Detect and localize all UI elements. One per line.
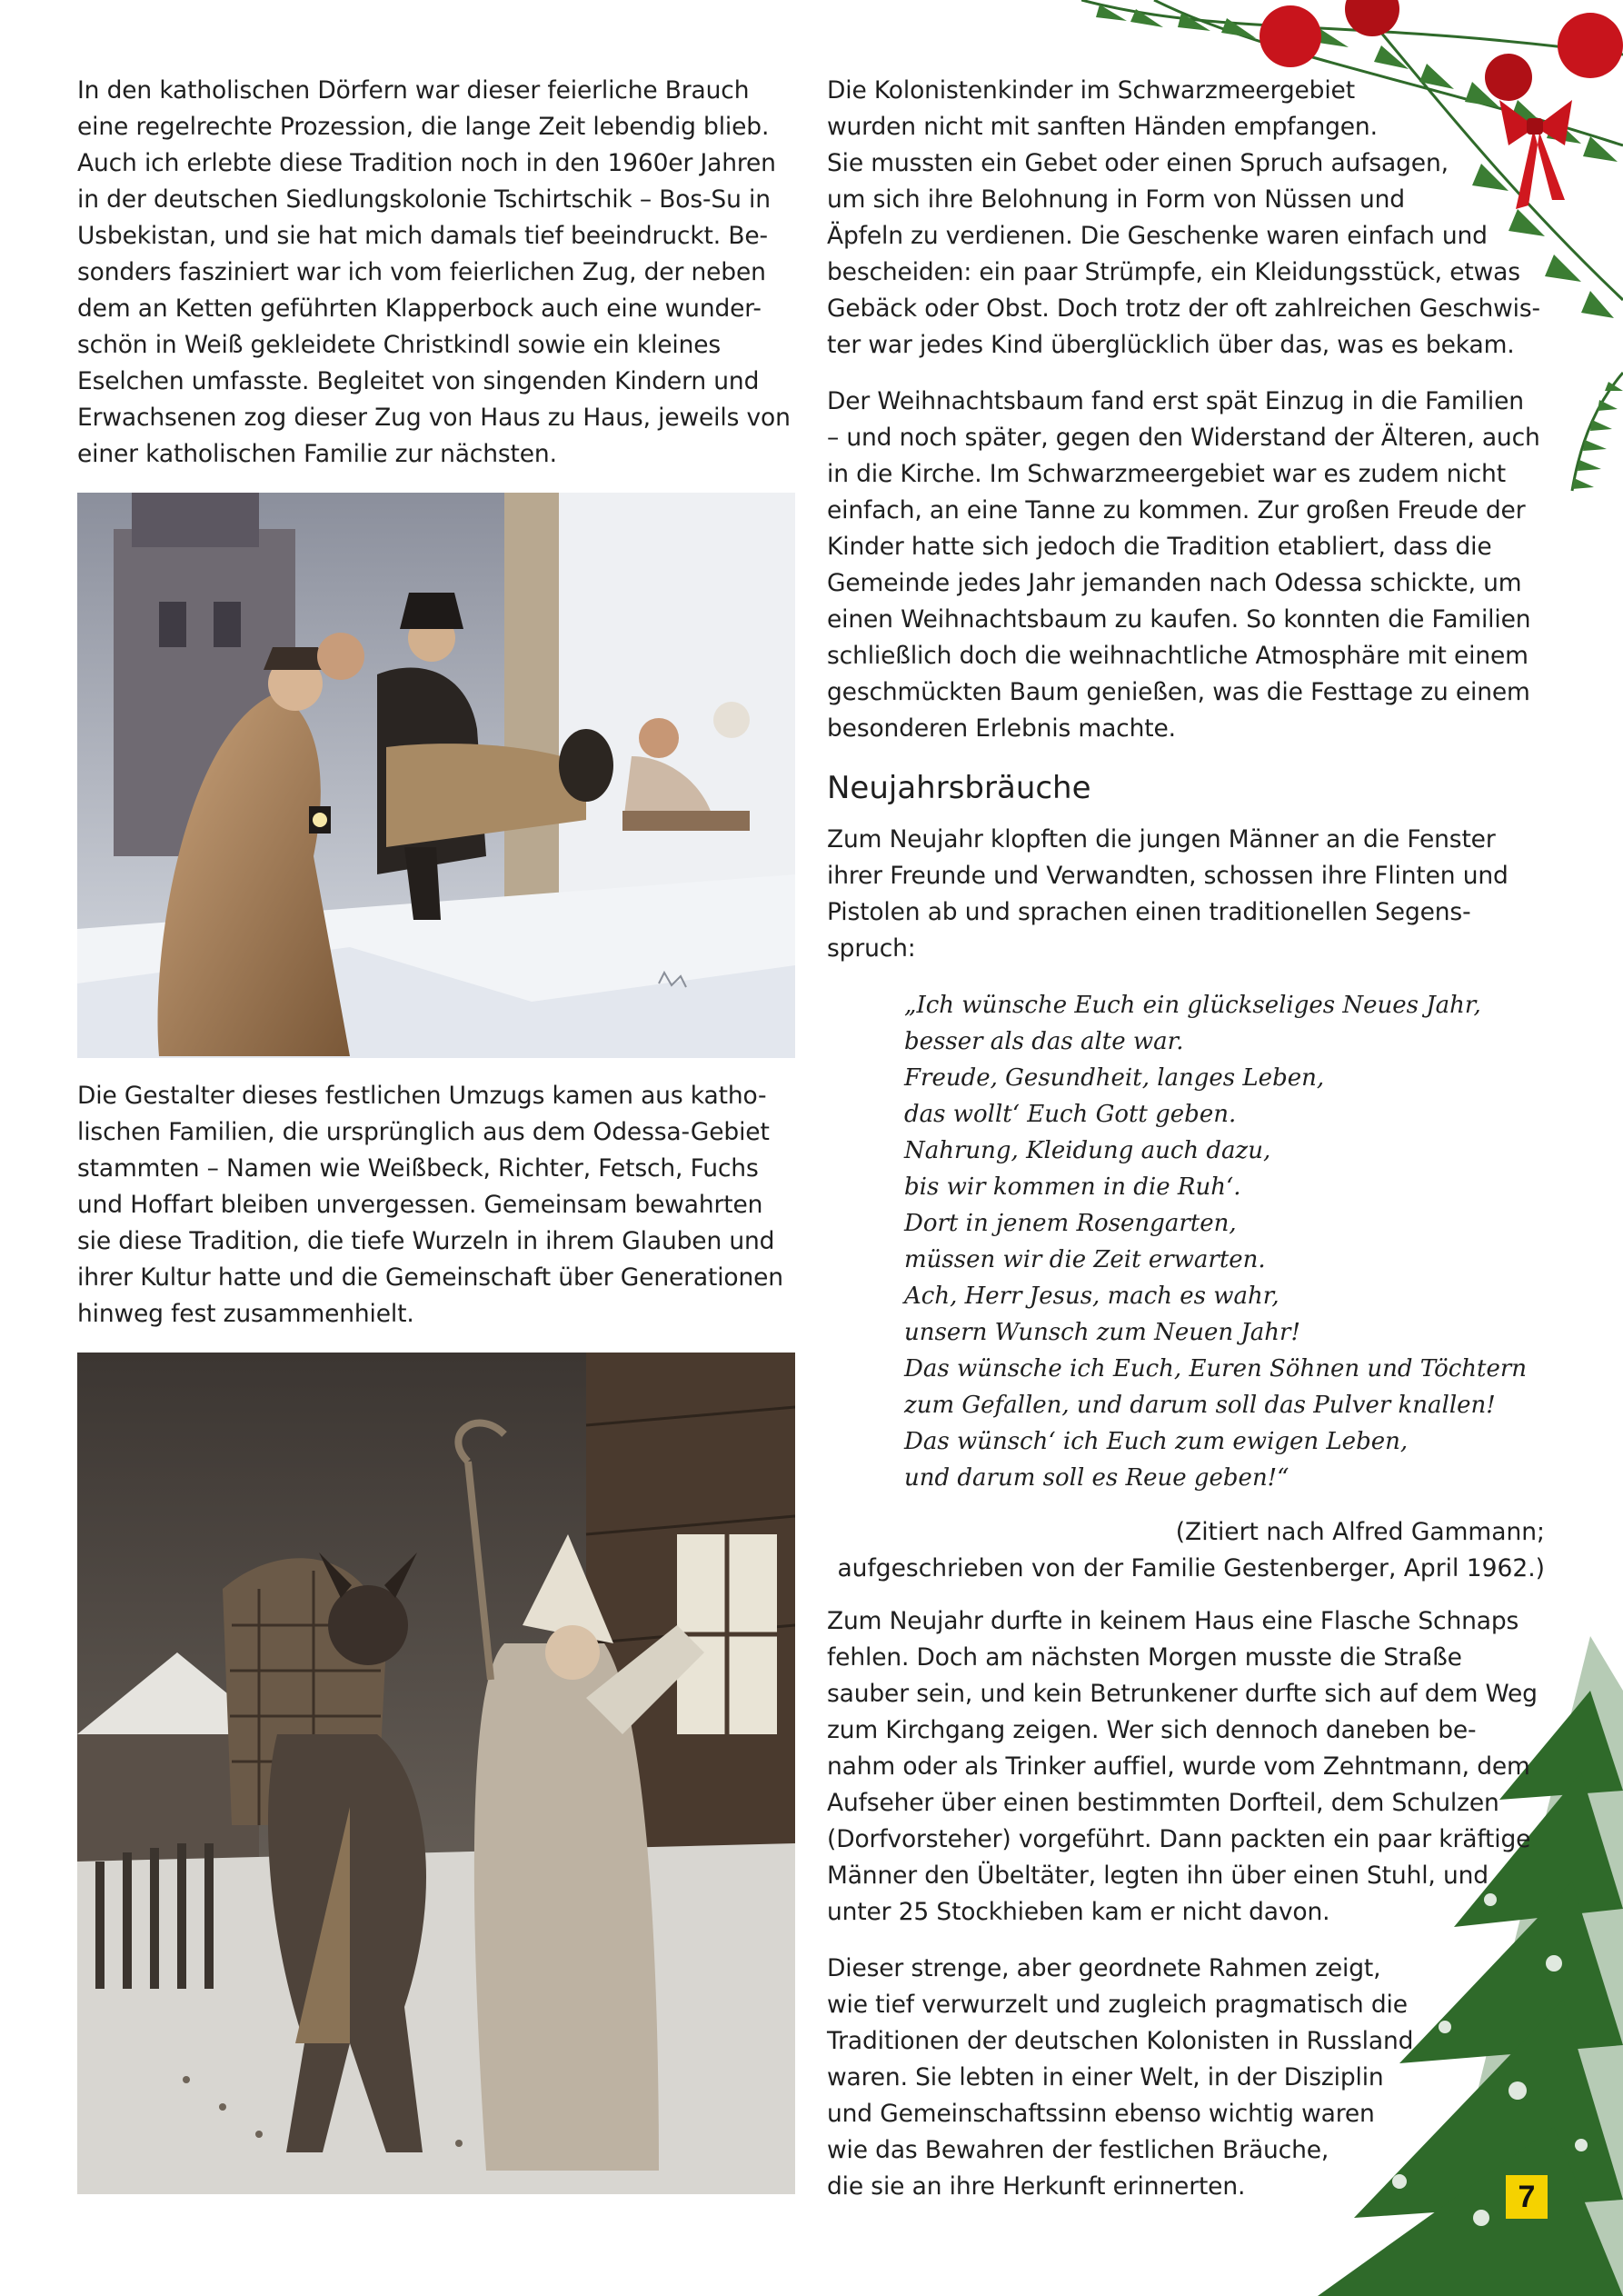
verse-line: Das wünsche ich Euch, Euren Söhnen und Töchtern [904, 1355, 1528, 1383]
verse-line: Ach, Herr Jesus, mach es wahr, [904, 1283, 1279, 1310]
right-column [827, 73, 1545, 2225]
verse-line: „Ich wünsche Euch ein glückseliges Neues Jahr, [904, 992, 1481, 1019]
verse-line: müssen wir die Zeit erwarten. [904, 1246, 1266, 1273]
verse-line: besser als das alte war. [904, 1028, 1184, 1055]
krampus-and-bishop-illustration [77, 1353, 795, 2194]
verse-line: und darum soll es Reue geben!“ [904, 1464, 1289, 1492]
page-number: 7 [1506, 2175, 1548, 2219]
verse-line: Dort in jenem Rosengarten, [904, 1210, 1237, 1237]
verse-line: Freude, Gesundheit, langes Leben, [904, 1064, 1325, 1092]
right-paragraph-5: Dieser strenge, aber geordnete Rahmen zeigt, wie tief verwurzelt und zugleich pragmatisch die Traditionen der deutschen Kolonisten in Russland waren. Sie lebten in einer Welt, in der Disziplin und Gemeinschaftssinn ebenso wichtig waren wie das Bewahren der festlichen Bräuche, die sie an ihre Herkunft erinnerten. [827, 1954, 1414, 2201]
verse-line: unsern Wunsch zum Neuen Jahr! [904, 1319, 1300, 1346]
right-paragraph-4: Zum Neujahr durfte in keinem Haus eine Flasche Schnaps fehlen. Doch am nächsten Morgen musste die Straße sauber sein, und kein Betrunkener durfte sich auf dem Weg zum Kirchgang zeigen. Wer sich dennoch daneben be- nahm oder als Trinker auffiel, wurde vom Zehntmann, dem Aufseher über einen bestimmten Dorfteil, dem Schulzen (Dorfvorsteher) vorgeführt. Dann packten ein paar kräftige Männer den Übeltäter, legten ihn über einen Stuhl, und unter 25 Stockhieben kam er nicht davon. [827, 1607, 1538, 1926]
new-year-verse [904, 987, 1545, 1496]
winter-procession-illustration [77, 493, 795, 1058]
left-paragraph-2: Die Gestalter dieses festlichen Umzugs kamen aus katho- lischen Familien, die ursprünglich aus dem Odessa-Gebiet stammten – Namen wie Weißbeck, Richter, Fetsch, Fuchs und Hoffart bleiben unvergessen. Gemeinsam bewahrten sie diese Tradition, die tiefe Wurzeln in ihrem Glauben und ihrer Kultur hatte und die Gemeinschaft über Generationen hinweg fest zusammenhielt. [77, 1082, 783, 1328]
verse-citation: (Zitiert nach Alfred Gammann; aufgeschrieben von der Familie Gestenberger, April 1962.) [837, 1518, 1545, 1582]
right-paragraph-3: Zum Neujahr klopften die jungen Männer an die Fenster ihrer Freunde und Verwandten, schossen ihre Flinten und Pistolen ab und sprachen einen traditionellen Segens- spruch: [827, 825, 1508, 963]
verse-line: zum Gefallen, und darum soll das Pulver knallen! [904, 1392, 1496, 1419]
section-heading: Neujahrsbräuche [827, 770, 1091, 806]
left-paragraph-1: In den katholischen Dörfern war dieser feierliche Brauch eine regelrechte Prozession, die lange Zeit lebendig blieb. Auch ich erlebte diese Tradition noch in den 1960er Jahren in der deutschen Siedlungskolonie Tschirtschik – Bos-Su in Usbekistan, und sie hat mich damals tief beeindruckt. Be- sonders fasziniert war ich vom feierlichen Zug, der neben dem an Ketten geführten Klapperbock auch eine wunder- schön in Weiß gekleidete Christkindl sowie ein kleines Eselchen umfasste. Begleitet von singenden Kindern und Erwachsenen zog dieser Zug von Haus zu Haus, jeweils von einer katholischen Familie zur nächsten. [77, 76, 791, 468]
verse-line: das wollt‘ Euch Gott geben. [904, 1101, 1237, 1128]
verse-line: bis wir kommen in die Ruh‘. [904, 1173, 1241, 1201]
right-paragraph-2: Der Weihnachtsbaum fand erst spät Einzug in die Familien – und noch später, gegen den Widerstand der Älteren, auch in die Kirche. Im Schwarzmeergebiet war es zudem nicht einfach, an eine Tanne zu kommen. Zur großen Freude der Kinder hatte sich jedoch die Tradition etabliert, dass die Gemeinde jedes Jahr jemanden nach Odessa schickte, um einen Weihnachtsbaum zu kaufen. So konnten die Familien schließlich doch die weihnachtliche Atmosphäre mit einem geschmückten Baum genießen, was die Festtage zu einem besonderen Erlebnis machte. [827, 387, 1540, 743]
pine-branch-icon [1563, 364, 1623, 500]
verse-line: Nahrung, Kleidung auch dazu, [904, 1137, 1271, 1164]
right-paragraph-1: Die Kolonistenkinder im Schwarzmeergebiet wurden nicht mit sanften Händen empfangen. Sie mussten ein Gebet oder einen Spruch aufsagen, um sich ihre Belohnung in Form von Nüssen und Äpfeln zu verdienen. Die Geschenke waren einfach und bescheiden: ein paar Strümpfe, ein Kleidungsstück, etwas Gebäck oder Obst. Doch trotz der oft zahlreichen Geschwis- ter war jedes Kind überglücklich über das, was es bekam. [827, 76, 1540, 359]
verse-line: Das wünsch‘ ich Euch zum ewigen Leben, [904, 1428, 1409, 1455]
left-column [77, 73, 795, 2214]
